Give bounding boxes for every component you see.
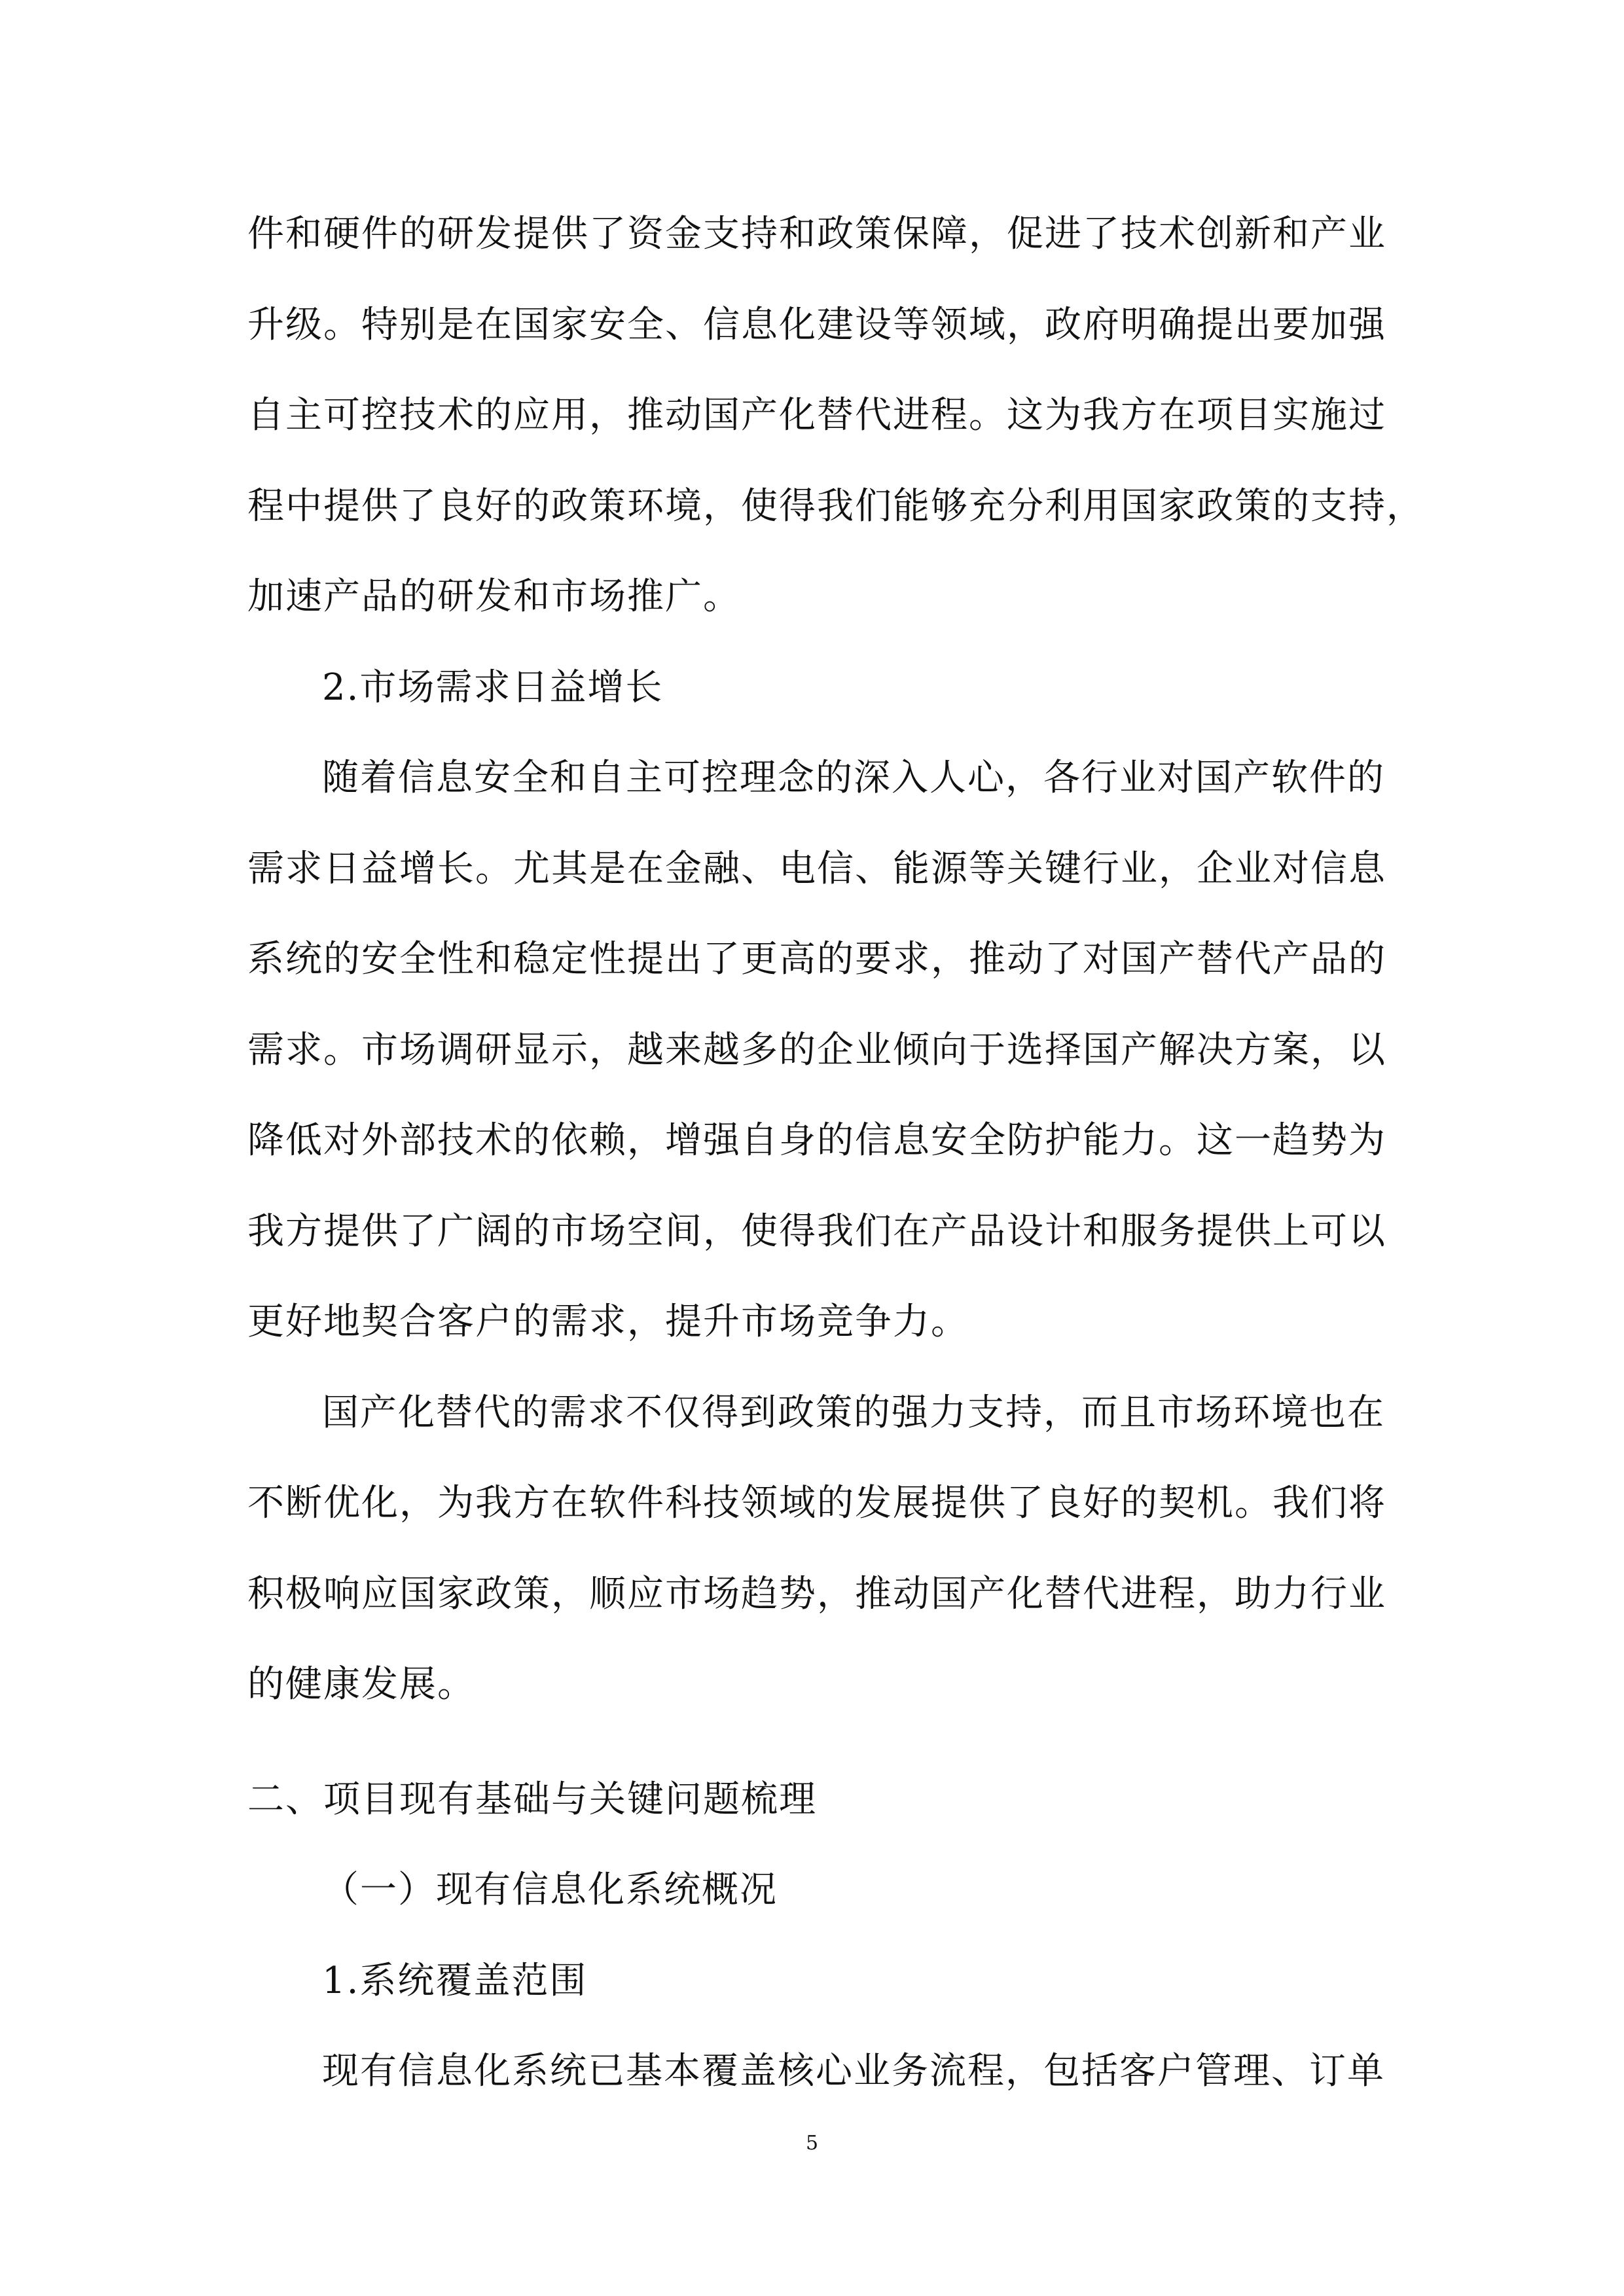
- paragraph-line: 系统的安全性和稳定性提出了更高的要求，推动了对国产替代产品的: [247, 938, 1386, 980]
- paragraph-line: 的健康发展。: [247, 1663, 475, 1706]
- paragraph-line: 国产化替代的需求不仅得到政策的强力支持，而且市场环境也在: [322, 1391, 1385, 1434]
- paragraph-line: 我方提供了广阔的市场空间，使得我们在产品设计和服务提供上可以: [247, 1210, 1386, 1253]
- paragraph-line: 程中提供了良好的政策环境，使得我们能够充分利用国家政策的支持，: [247, 485, 1424, 528]
- paragraph-line: 不断优化，为我方在软件科技领域的发展提供了良好的契机。我们将: [247, 1482, 1386, 1524]
- chapter-heading: 二、项目现有基础与关键问题梳理: [247, 1778, 817, 1821]
- page-number: 5: [805, 2132, 819, 2155]
- paragraph-line: 需求日益增长。尤其是在金融、电信、能源等关键行业，企业对信息: [247, 848, 1386, 890]
- paragraph-line: 升级。特别是在国家安全、信息化建设等领域，政府明确提出要加强: [247, 304, 1386, 346]
- paragraph-line: 自主可控技术的应用，推动国产化替代进程。这为我方在项目实施过: [247, 394, 1386, 437]
- paragraph-line: 现有信息化系统已基本覆盖核心业务流程，包括客户管理、订单: [322, 2050, 1385, 2092]
- paragraph-line: 积极响应国家政策，顺应市场趋势，推动国产化替代进程，助力行业: [247, 1573, 1386, 1615]
- paragraph-line: 随着信息安全和自主可控理念的深入人心，各行业对国产软件的: [322, 757, 1385, 799]
- section-heading: 2.市场需求日益增长: [322, 666, 664, 709]
- paragraph-line: 需求。市场调研显示，越来越多的企业倾向于选择国产解决方案，以: [247, 1029, 1386, 1071]
- paragraph-line: 件和硬件的研发提供了资金支持和政策保障，促进了技术创新和产业: [247, 213, 1386, 255]
- subsection-heading: （一）现有信息化系统概况: [322, 1869, 778, 1911]
- paragraph-line: 更好地契合客户的需求，提升市场竞争力。: [247, 1300, 969, 1343]
- paragraph-line: 降低对外部技术的依赖，增强自身的信息安全防护能力。这一趋势为: [247, 1119, 1386, 1162]
- section-heading: 1.系统覆盖范围: [322, 1960, 588, 2002]
- paragraph-line: 加速产品的研发和市场推广。: [247, 575, 741, 618]
